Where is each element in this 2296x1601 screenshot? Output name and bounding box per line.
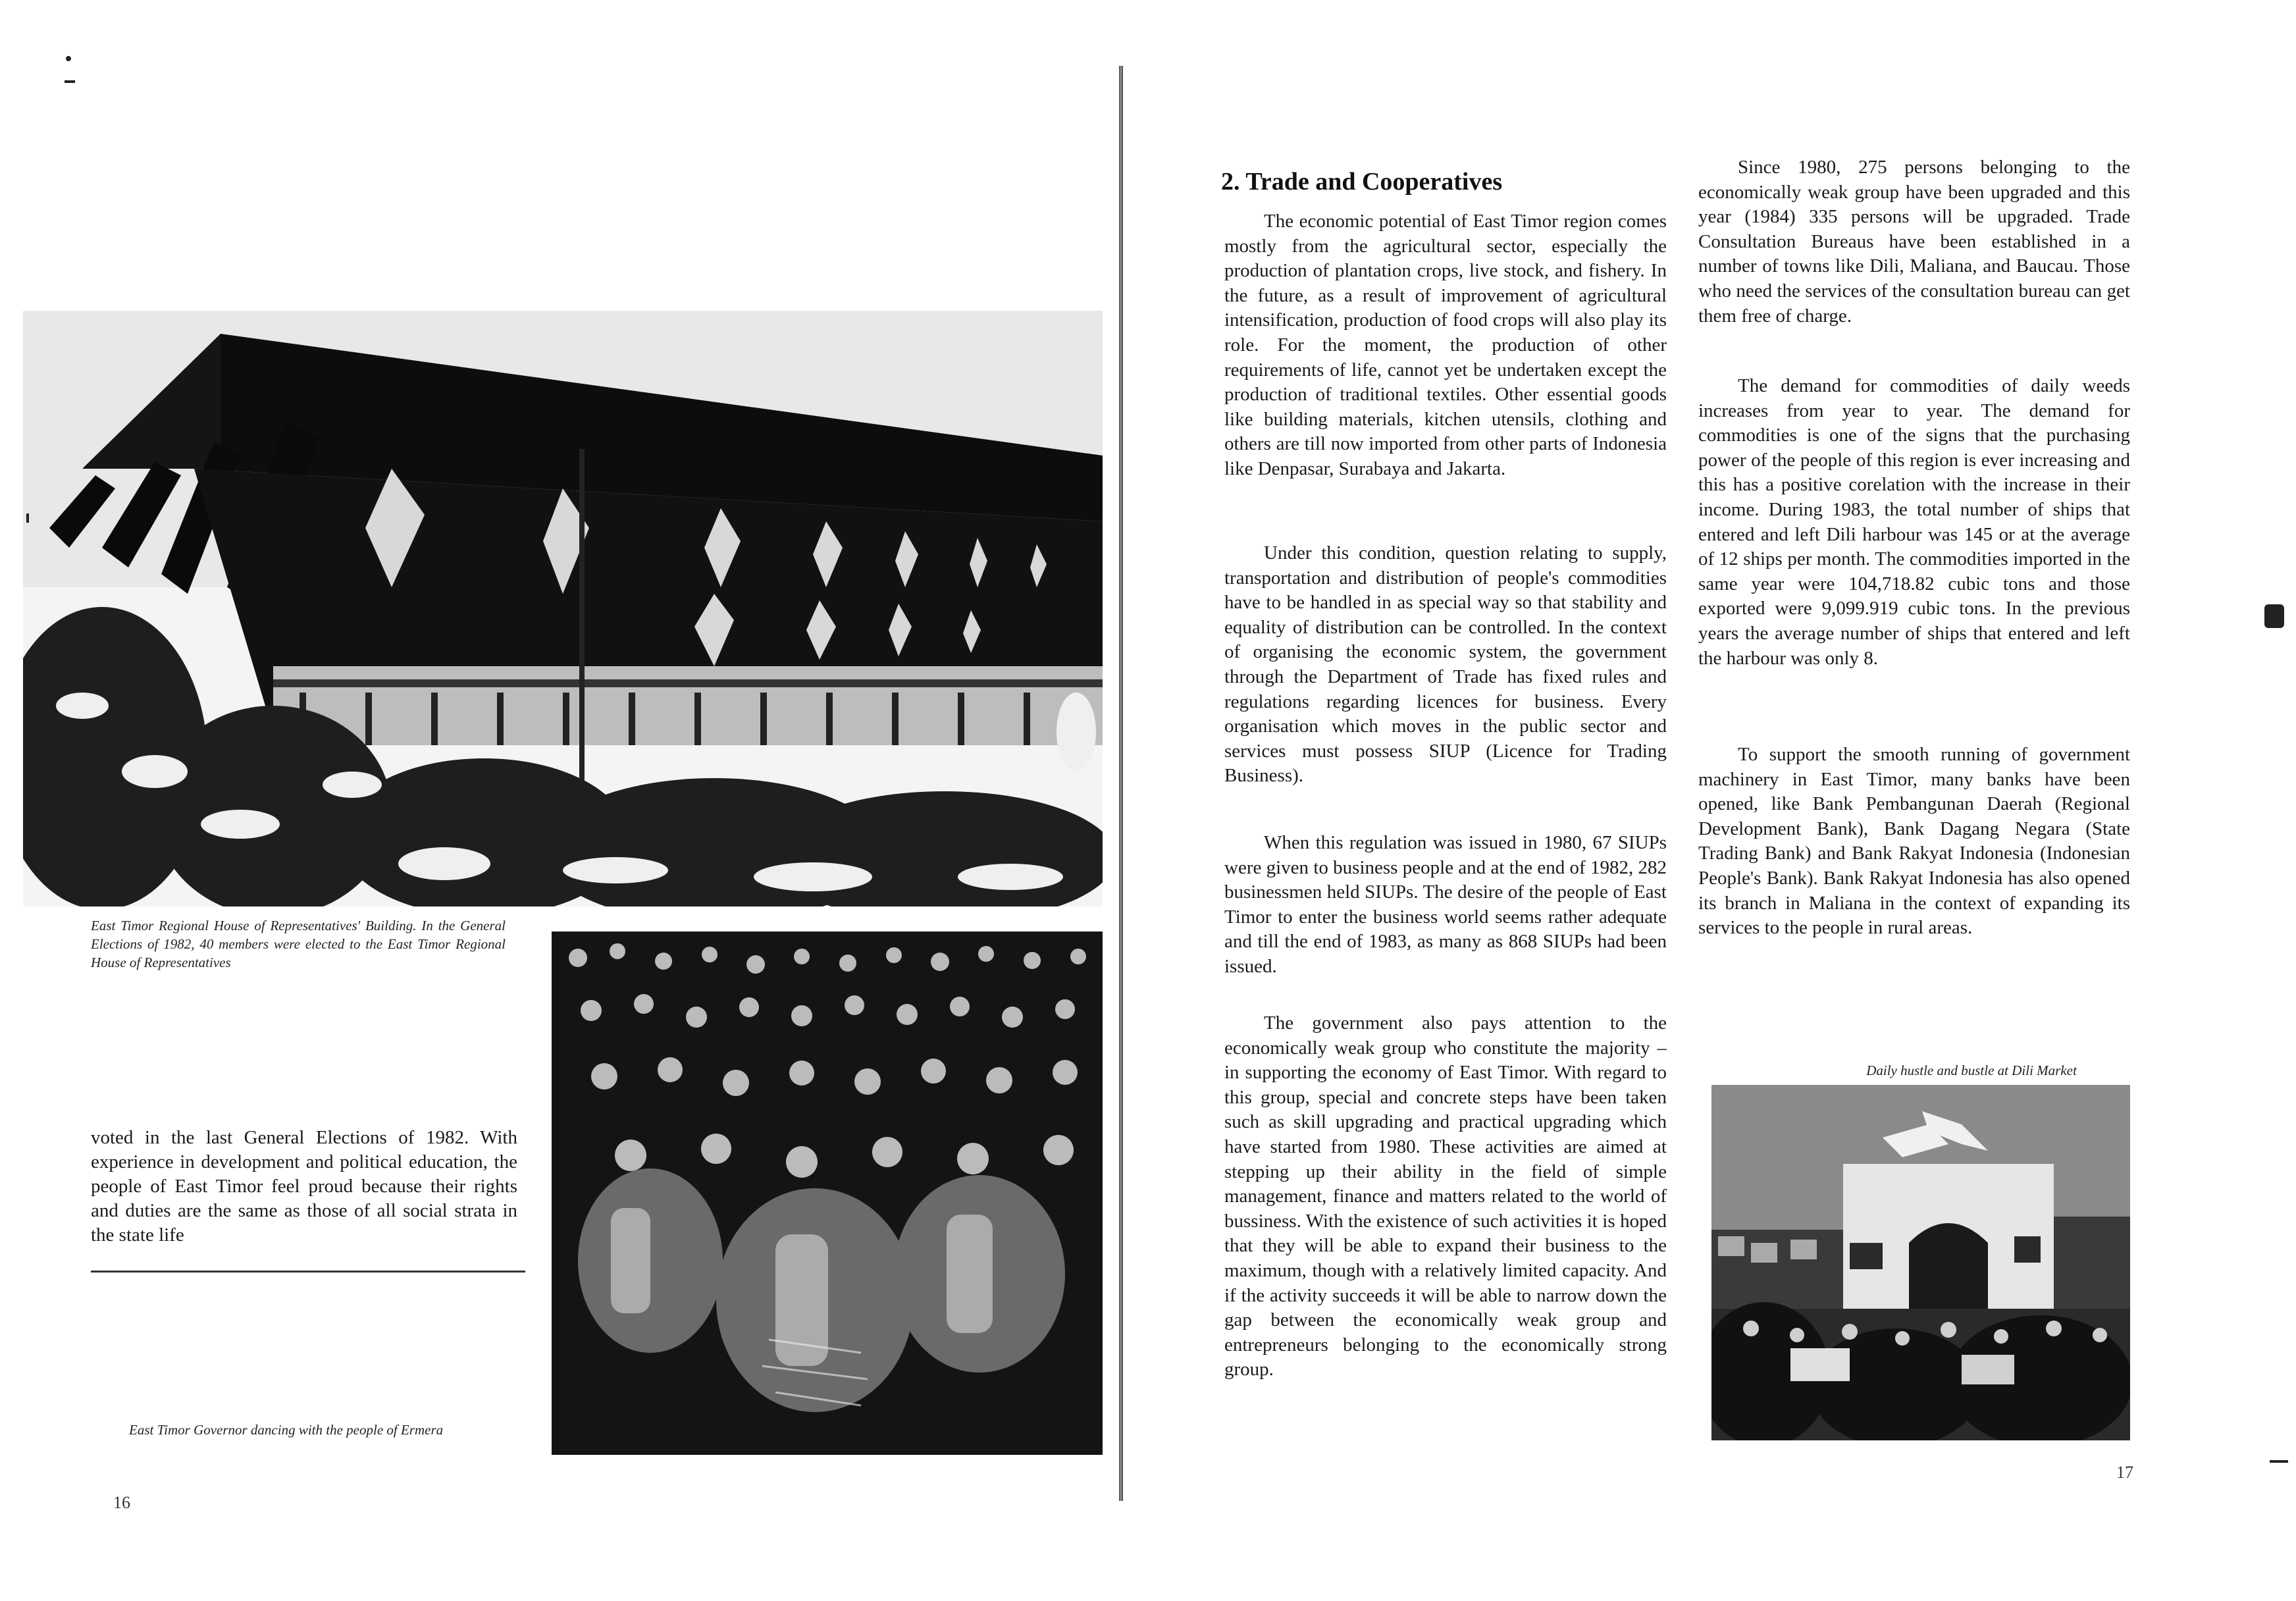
scan-mark [65,80,75,83]
col2-paragraph-2: The demand for commodities of daily weeds increases from year to year. The demand for commodities is one of the signs that the purchasing power of the people of this region is ever increasing and this has a positive corelation with the increase in their income. During 1983, the total number of ships that entered and left Dili harbour was 145 or at the average of 12 ships per month. The commodities imported in the same year were 104,718.82 cubic tons and those exported were 9,099.919 cubic tons. In the previous years the average number of ships that entered and left the harbour was only 8. [1698,375,2130,669]
scan-mark [26,513,29,523]
col2-paragraph-1: Since 1980, 275 persons belonging to the economically weak group have been upgraded and this year (1984) 335 persons will be upgraded. Trade Consultation Bureaus have been established in a number of towns like Dili, Maliana, and Baucau. Those who need the services of the consultation bureau can get them free of charge. [1698,157,2130,327]
page-gutter [1119,66,1123,1501]
market-photo-image [1711,1085,2130,1440]
left-page-number: 16 [113,1493,130,1512]
market-photo [1711,1085,2130,1440]
col2-paragraph-3: To support the smooth running of government machinery in East Timor, many banks have been opened, like Bank Pembangunan Daerah (Regional Development Bank), Bank Dagang Negara (State Trading Bank) and Bank Rakyat Indonesia (Indonesian People's Bank). Bank Rakyat Indonesia has also opened its branch in Maliana in the context of expanding its services to the people in rural areas. [1698,744,2130,939]
col1-paragraph-3: When this regulation was issued in 1980, 67 SIUPs were given to business people and at the end of 1982, 282 businessmen held SIUPs. The desire of the people of East Timor to enter the business world seems rather adequate and till the end of 1983, as many as 868 SIUPs had been issued. [1224,832,1667,977]
scan-mark [2264,604,2284,628]
building-photo-image [23,311,1103,906]
dance-photo [552,932,1103,1455]
scan-mark [66,56,71,61]
left-body-text: voted in the last General Elections of 1982. With experience in development and political education, the people of East Timor feel proud because their rights and duties are the same as those of all social strata in the state life [91,1127,517,1246]
building-caption: East Timor Regional House of Representatives' Building. In the General Elections of 1982, 40 members were elected to the East Timor Regional House of Representatives [91,918,506,970]
col1-paragraph-1: The economic potential of East Timor region comes mostly from the agricultural sector, especially the production of plantation crops, live stock, and fishery. In the future, as a result of improvement of agricultural intensification, production of food crops will also play its role. For the moment, the production of other requirements of life, cannot yet be undertaken except the production of traditional textiles. Other essential goods like building materials, kitchen utensils, clothing and others are till now imported from other parts of Indonesia like Denpasar, Surabaya and Jakarta. [1224,211,1667,479]
col1-paragraph-2: Under this condition, question relating to supply, transportation and distribution of people's commodities have to be handled in as special way so that stability and equality of distribution can be controlled. In the context of organising the economic system, the government through the Department of Trade has fixed rules and regulations regarding licences for business. Every organisation which moves in the public sector and services must possess SIUP (Licence for Trading Business). [1224,542,1667,787]
dance-photo-image [552,932,1103,1455]
section-heading: 2. Trade and Cooperatives [1221,168,1503,196]
building-photo [23,311,1103,906]
market-caption: Daily hustle and bustle at Dili Market [1866,1063,2077,1078]
left-divider-rule [91,1271,525,1273]
scan-mark [2270,1460,2288,1463]
dance-caption: East Timor Governor dancing with the people of Ermera [129,1422,444,1438]
col1-paragraph-4: The government also pays attention to the economically weak group who constitute the majority – in supporting the economy of East Timor. With regard to this group, special and concrete steps have been taken such as skill upgrading and practical upgrading which have started from 1980. These activities are aimed at stepping up their ability in the field of simple management, finance and matters related to the world of bussiness. With the existence of such activities it is hoped that they will be able to expand their business to the maximum, though with a relatively limited capacity. And if the activity succeeds it will be able to narrow down the gap between the economically weak group and entrepreneurs belonging to the economically strong group. [1224,1012,1667,1380]
right-page-number: 17 [2116,1463,2133,1482]
